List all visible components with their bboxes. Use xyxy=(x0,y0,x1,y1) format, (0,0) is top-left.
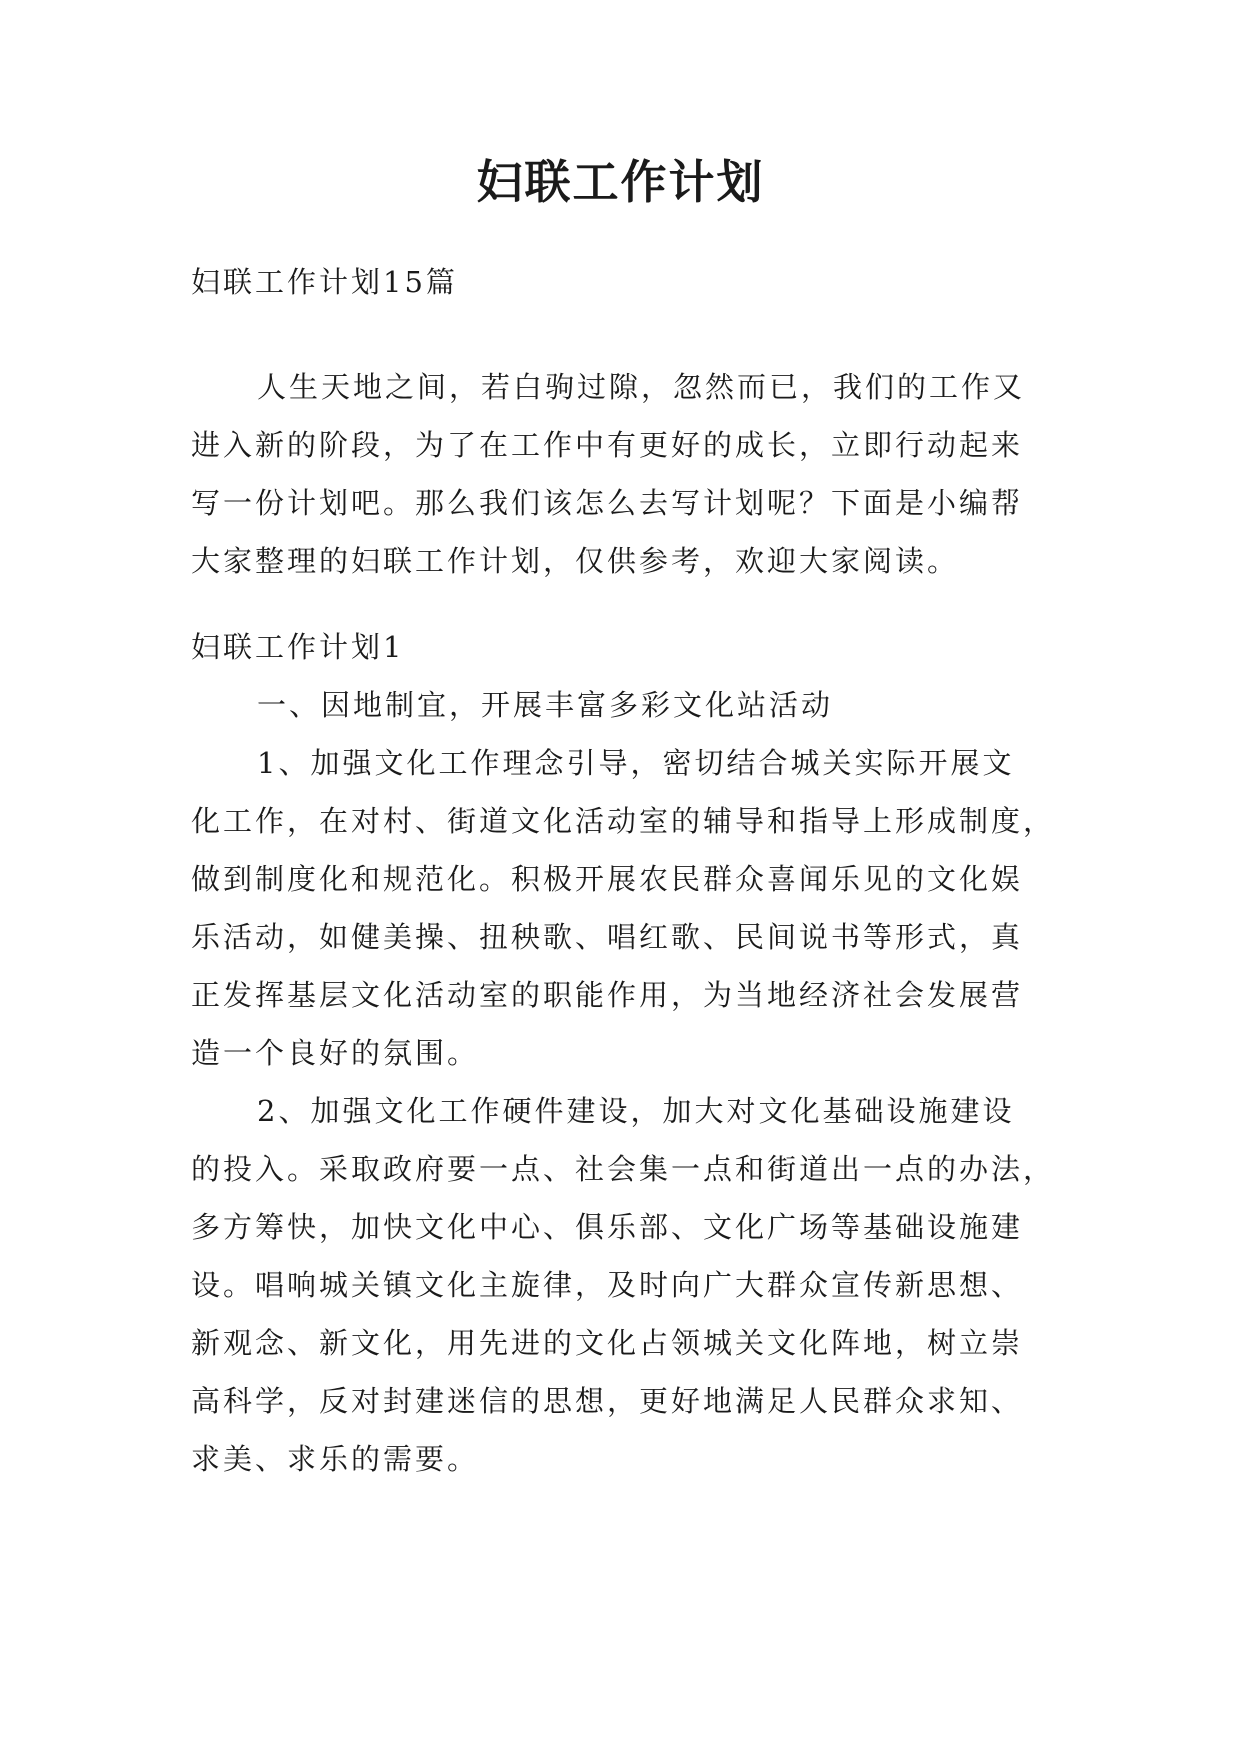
paragraph-line: 1、加强文化工作理念引导，密切结合城关实际开展文 xyxy=(257,746,1015,780)
paragraph-line: 造一个良好的氛围。 xyxy=(191,1036,480,1070)
section-title: 妇联工作计划1 xyxy=(191,630,405,664)
paragraph-line: 高科学，反对封建迷信的思想，更好地满足人民群众求知、 xyxy=(191,1384,1024,1418)
intro-line: 写一份计划吧。那么我们该怎么去写计划呢？下面是小编帮 xyxy=(191,486,1024,520)
subtitle-line: 妇联工作计划15篇 xyxy=(191,265,458,299)
section-heading: 一、因地制宜，开展丰富多彩文化站活动 xyxy=(257,688,834,722)
document-subtitle xyxy=(191,253,1071,311)
paragraph-line: 求美、求乐的需要。 xyxy=(191,1442,480,1476)
paragraph-line: 化工作，在对村、街道文化活动室的辅导和指导上形成制度， xyxy=(191,804,1056,838)
paragraph-line: 多方筹快，加快文化中心、俱乐部、文化广场等基础设施建 xyxy=(191,1210,1024,1244)
paragraph-line: 新观念、新文化，用先进的文化占领城关文化阵地，树立崇 xyxy=(191,1326,1024,1360)
intro-paragraph xyxy=(191,358,1071,590)
paragraph-line: 2、加强文化工作硬件建设，加大对文化基础设施建设 xyxy=(257,1094,1015,1128)
paragraph-line: 做到制度化和规范化。积极开展农民群众喜闻乐见的文化娱 xyxy=(191,862,1024,896)
intro-line: 进入新的阶段，为了在工作中有更好的成长，立即行动起来 xyxy=(191,428,1024,462)
paragraph-line: 乐活动，如健美操、扭秧歌、唱红歌、民间说书等形式，真 xyxy=(191,920,1024,954)
section-body xyxy=(191,618,1071,1488)
document-title: 妇联工作计划 xyxy=(476,155,765,209)
paragraph-line: 正发挥基层文化活动室的职能作用，为当地经济社会发展营 xyxy=(191,978,1024,1012)
intro-line: 人生天地之间，若白驹过隙，忽然而已，我们的工作又 xyxy=(257,370,1026,404)
intro-line: 大家整理的妇联工作计划，仅供参考，欢迎大家阅读。 xyxy=(191,544,960,578)
paragraph-line: 的投入。采取政府要一点、社会集一点和街道出一点的办法， xyxy=(191,1152,1056,1186)
paragraph-line: 设。唱响城关镇文化主旋律，及时向广大群众宣传新思想、 xyxy=(191,1268,1024,1302)
